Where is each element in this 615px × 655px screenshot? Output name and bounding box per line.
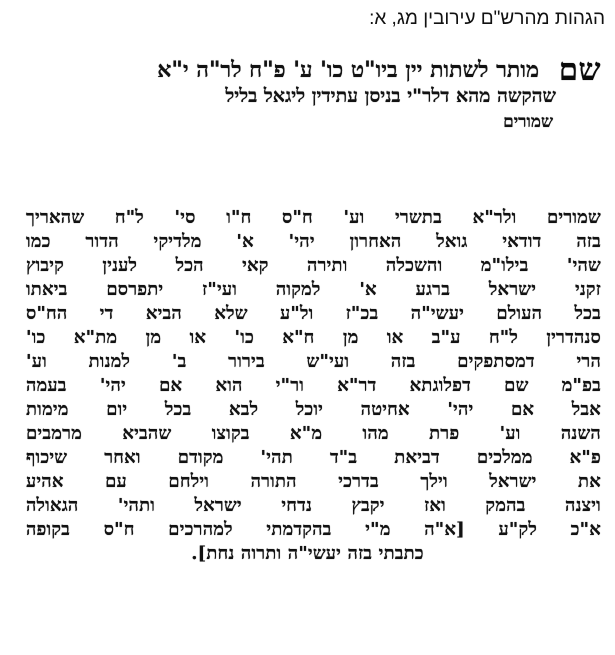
body-line: בפ"מ שם דפלוגתא דר"א ור"י הוא אם יהי' בעמה bbox=[26, 375, 601, 396]
heading-line-3: שמורים bbox=[503, 112, 553, 132]
body-line: א"כ לק"ע [א"ה מ"י בהקדמתי למהרכים ח"ס בקופה bbox=[26, 519, 601, 540]
body-line: אבל אם יהי' אחיטה יוכל לבא בכל יום מימות bbox=[26, 399, 601, 420]
entry-heading bbox=[26, 40, 601, 150]
body-line: כתבתי בזה יעשי"ה ותרוה נחת]. bbox=[191, 543, 424, 564]
page-title: הגהות מהרש"ם עירובין מג, א: bbox=[369, 8, 605, 29]
body-line: שהי' בילו"מ והשכלה ותירה קאי הכל לענין קיבוץ bbox=[26, 255, 601, 276]
body-line: בכל העולם יעשי"ה בכ"ז ול"ע שלא הביא די הח"ס bbox=[26, 303, 601, 324]
body-line: סנהדרין ל"ח ע"ב או מן ח"א כו' או מן מת"א כו' bbox=[26, 327, 601, 348]
scanned-text-image bbox=[26, 38, 601, 650]
body-line: השנה וע' פרת מהו מ"א בקוצו שהביא מרמבים bbox=[26, 423, 601, 444]
body-line: את ישראל וילך בדרכי התורה וילחם עם אהיע bbox=[26, 471, 601, 492]
body-line: הרי דמסתפקים בזה ועי"ש בירור ב' למנות וע' bbox=[26, 351, 601, 372]
body-line: פ"א ממלכים דביאת ב"ד תהי' מקודם ואחר שיכוף bbox=[26, 447, 601, 468]
commentary-body bbox=[26, 206, 601, 566]
lead-word: שם bbox=[558, 52, 601, 88]
body-line: ויצנה בהמק ואז יקבץ נדחי ישראל ותהי' הגאולה bbox=[26, 495, 601, 516]
body-line: זקני ישראל ברגע א' למקוה ועי"ז יתפרסם ביאתו bbox=[26, 279, 601, 300]
body-line: בזה דודאי גואל האחרון יהי' א' מלדיקי הדור כמו bbox=[26, 231, 601, 252]
body-line: שמורים ולר"א בתשרי וע' ח"ס ח"ו סי' ל"ח שהאריך bbox=[26, 207, 601, 228]
heading-line-1: מותר לשתות יין ביו"ט כו' ע' פ"ח לר"ה י"א bbox=[157, 57, 539, 83]
heading-line-2: שהקשה מהא דלר"י בניסן עתידין ליגאל בליל bbox=[225, 85, 556, 107]
